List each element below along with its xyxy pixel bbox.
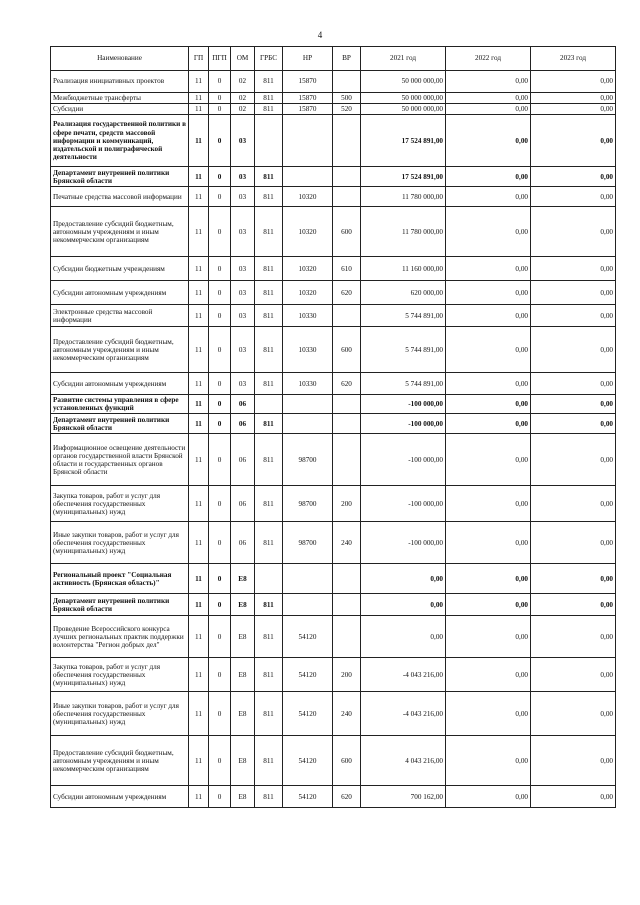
row-vr-cell — [333, 71, 361, 93]
row-nr-cell — [283, 414, 333, 434]
row-nr-cell: 54120 — [283, 616, 333, 658]
table-row — [51, 658, 616, 692]
header-grbs: ГРБС — [255, 47, 283, 71]
row-om-cell: 03 — [231, 257, 255, 281]
row-2021-cell: 5 744 891,00 — [361, 305, 446, 327]
row-vr-cell: 600 — [333, 207, 361, 257]
table-row — [51, 395, 616, 414]
row-om-cell: 03 — [231, 167, 255, 187]
row-2021-cell: 5 744 891,00 — [361, 373, 446, 395]
table-row — [51, 692, 616, 736]
row-2021-cell: -100 000,00 — [361, 414, 446, 434]
row-name-cell: Проведение Всероссийского конкурса лучших региональных практик поддержки волонтерства "Регион добрых дел" — [51, 616, 189, 658]
row-2023-cell: 0,00 — [531, 486, 616, 522]
row-gp-cell: 11 — [189, 187, 209, 207]
row-2022-cell: 0,00 — [446, 564, 531, 594]
header-vr: ВР — [333, 47, 361, 71]
row-grbs-cell: 811 — [255, 327, 283, 373]
row-vr-cell: 240 — [333, 692, 361, 736]
row-name-cell: Предоставление субсидий бюджетным, автономным учреждениям и иным некоммерческим организациям — [51, 736, 189, 786]
row-2021-cell: 4 043 216,00 — [361, 736, 446, 786]
row-2022-cell: 0,00 — [446, 167, 531, 187]
row-2023-cell: 0,00 — [531, 564, 616, 594]
row-vr-cell: 620 — [333, 281, 361, 305]
table-row — [51, 187, 616, 207]
row-name-cell: Субсидии автономным учреждениям — [51, 786, 189, 808]
row-2021-cell: 11 160 000,00 — [361, 257, 446, 281]
row-om-cell: E8 — [231, 692, 255, 736]
row-nr-cell: 10320 — [283, 207, 333, 257]
row-om-cell: 03 — [231, 305, 255, 327]
row-pgp-cell: 0 — [209, 71, 231, 93]
row-grbs-cell: 811 — [255, 658, 283, 692]
row-nr-cell — [283, 594, 333, 616]
row-vr-cell: 610 — [333, 257, 361, 281]
row-om-cell: E8 — [231, 658, 255, 692]
row-grbs-cell: 811 — [255, 522, 283, 564]
row-gp-cell: 11 — [189, 327, 209, 373]
row-om-cell: 02 — [231, 93, 255, 104]
row-pgp-cell: 0 — [209, 658, 231, 692]
row-name-cell: Департамент внутренней политики Брянской области — [51, 414, 189, 434]
row-2022-cell: 0,00 — [446, 395, 531, 414]
row-2023-cell: 0,00 — [531, 167, 616, 187]
row-2021-cell: 50 000 000,00 — [361, 93, 446, 104]
row-name-cell: Предоставление субсидий бюджетным, автономным учреждениям и иным некоммерческим организациям — [51, 207, 189, 257]
row-2023-cell: 0,00 — [531, 736, 616, 786]
row-2023-cell: 0,00 — [531, 207, 616, 257]
row-grbs-cell: 811 — [255, 187, 283, 207]
row-nr-cell: 54120 — [283, 692, 333, 736]
row-om-cell: 02 — [231, 104, 255, 115]
row-grbs-cell: 811 — [255, 786, 283, 808]
row-gp-cell: 11 — [189, 281, 209, 305]
row-grbs-cell: 811 — [255, 167, 283, 187]
row-vr-cell — [333, 167, 361, 187]
row-gp-cell: 11 — [189, 564, 209, 594]
row-pgp-cell: 0 — [209, 616, 231, 658]
row-vr-cell — [333, 594, 361, 616]
row-gp-cell: 11 — [189, 658, 209, 692]
row-2022-cell: 0,00 — [446, 93, 531, 104]
row-vr-cell — [333, 616, 361, 658]
row-2021-cell: 11 780 000,00 — [361, 187, 446, 207]
row-pgp-cell: 0 — [209, 327, 231, 373]
row-2021-cell: 0,00 — [361, 594, 446, 616]
header-pgp: ПГП — [209, 47, 231, 71]
row-om-cell: E8 — [231, 564, 255, 594]
row-nr-cell: 10320 — [283, 257, 333, 281]
row-pgp-cell: 0 — [209, 414, 231, 434]
row-nr-cell — [283, 395, 333, 414]
row-gp-cell: 11 — [189, 395, 209, 414]
row-2023-cell: 0,00 — [531, 692, 616, 736]
table-row — [51, 373, 616, 395]
row-nr-cell: 54120 — [283, 786, 333, 808]
row-gp-cell: 11 — [189, 93, 209, 104]
row-name-cell: Субсидии автономным учреждениям — [51, 373, 189, 395]
row-pgp-cell: 0 — [209, 395, 231, 414]
row-2021-cell: 50 000 000,00 — [361, 104, 446, 115]
table-row — [51, 486, 616, 522]
row-2023-cell: 0,00 — [531, 658, 616, 692]
row-2023-cell: 0,00 — [531, 104, 616, 115]
row-grbs-cell — [255, 395, 283, 414]
row-om-cell: E8 — [231, 736, 255, 786]
row-grbs-cell: 811 — [255, 434, 283, 486]
row-pgp-cell: 0 — [209, 692, 231, 736]
row-name-cell: Субсидии — [51, 104, 189, 115]
row-name-cell: Субсидии бюджетным учреждениям — [51, 257, 189, 281]
table-row — [51, 167, 616, 187]
row-vr-cell: 500 — [333, 93, 361, 104]
row-nr-cell: 15870 — [283, 93, 333, 104]
row-gp-cell: 11 — [189, 207, 209, 257]
row-vr-cell: 200 — [333, 658, 361, 692]
row-om-cell: 06 — [231, 486, 255, 522]
row-name-cell: Электронные средства массовой информации — [51, 305, 189, 327]
row-2022-cell: 0,00 — [446, 115, 531, 167]
row-grbs-cell: 811 — [255, 257, 283, 281]
table-row — [51, 71, 616, 93]
row-grbs-cell: 811 — [255, 616, 283, 658]
row-nr-cell: 10320 — [283, 187, 333, 207]
row-vr-cell: 600 — [333, 736, 361, 786]
row-2021-cell: 0,00 — [361, 616, 446, 658]
row-vr-cell: 620 — [333, 373, 361, 395]
row-gp-cell: 11 — [189, 257, 209, 281]
row-name-cell: Информационное освещение деятельности органов государственной власти Брянской области и государственных органов Брянской области — [51, 434, 189, 486]
row-2021-cell: -4 043 216,00 — [361, 658, 446, 692]
table-row — [51, 564, 616, 594]
row-2021-cell: 11 780 000,00 — [361, 207, 446, 257]
row-nr-cell: 54120 — [283, 658, 333, 692]
row-om-cell: 06 — [231, 414, 255, 434]
row-pgp-cell: 0 — [209, 305, 231, 327]
row-2023-cell: 0,00 — [531, 257, 616, 281]
row-grbs-cell: 811 — [255, 594, 283, 616]
row-2022-cell: 0,00 — [446, 305, 531, 327]
row-name-cell: Иные закупки товаров, работ и услуг для обеспечения государственных (муниципальных) нужд — [51, 522, 189, 564]
row-2023-cell: 0,00 — [531, 373, 616, 395]
row-pgp-cell: 0 — [209, 207, 231, 257]
row-grbs-cell: 811 — [255, 486, 283, 522]
row-2022-cell: 0,00 — [446, 327, 531, 373]
row-gp-cell: 11 — [189, 736, 209, 786]
row-pgp-cell: 0 — [209, 522, 231, 564]
table-header — [51, 47, 616, 71]
row-grbs-cell: 811 — [255, 736, 283, 786]
row-name-cell: Департамент внутренней политики Брянской области — [51, 167, 189, 187]
row-2021-cell: -100 000,00 — [361, 522, 446, 564]
row-2023-cell: 0,00 — [531, 93, 616, 104]
row-gp-cell: 11 — [189, 616, 209, 658]
table-row — [51, 257, 616, 281]
row-gp-cell: 11 — [189, 71, 209, 93]
row-grbs-cell: 811 — [255, 414, 283, 434]
row-om-cell: 03 — [231, 373, 255, 395]
row-om-cell: E8 — [231, 616, 255, 658]
table-row — [51, 786, 616, 808]
row-2023-cell: 0,00 — [531, 414, 616, 434]
row-2022-cell: 0,00 — [446, 434, 531, 486]
row-2023-cell: 0,00 — [531, 522, 616, 564]
row-2021-cell: 5 744 891,00 — [361, 327, 446, 373]
row-om-cell: 03 — [231, 115, 255, 167]
header-row — [51, 47, 616, 71]
row-2022-cell: 0,00 — [446, 104, 531, 115]
row-name-cell: Закупка товаров, работ и услуг для обеспечения государственных (муниципальных) нужд — [51, 658, 189, 692]
row-vr-cell: 200 — [333, 486, 361, 522]
row-nr-cell: 98700 — [283, 486, 333, 522]
row-name-cell: Предоставление субсидий бюджетным, автономным учреждениям и иным некоммерческим организациям — [51, 327, 189, 373]
table-row — [51, 115, 616, 167]
row-nr-cell: 10330 — [283, 305, 333, 327]
table-row — [51, 281, 616, 305]
row-gp-cell: 11 — [189, 414, 209, 434]
row-gp-cell: 11 — [189, 115, 209, 167]
row-2021-cell: 17 524 891,00 — [361, 115, 446, 167]
row-2023-cell: 0,00 — [531, 281, 616, 305]
row-nr-cell: 10330 — [283, 373, 333, 395]
row-2022-cell: 0,00 — [446, 658, 531, 692]
row-gp-cell: 11 — [189, 104, 209, 115]
row-2022-cell: 0,00 — [446, 207, 531, 257]
row-name-cell: Реализация инициативных проектов — [51, 71, 189, 93]
row-grbs-cell — [255, 564, 283, 594]
row-nr-cell: 54120 — [283, 736, 333, 786]
row-om-cell: 03 — [231, 327, 255, 373]
header-name: Наименование — [51, 47, 189, 71]
row-gp-cell: 11 — [189, 373, 209, 395]
row-2022-cell: 0,00 — [446, 786, 531, 808]
row-2023-cell: 0,00 — [531, 594, 616, 616]
row-nr-cell: 98700 — [283, 522, 333, 564]
row-grbs-cell: 811 — [255, 281, 283, 305]
row-2023-cell: 0,00 — [531, 786, 616, 808]
row-name-cell: Печатные средства массовой информации — [51, 187, 189, 207]
row-2023-cell: 0,00 — [531, 434, 616, 486]
row-nr-cell — [283, 115, 333, 167]
row-2022-cell: 0,00 — [446, 692, 531, 736]
row-pgp-cell: 0 — [209, 167, 231, 187]
row-2021-cell: 0,00 — [361, 564, 446, 594]
row-grbs-cell — [255, 115, 283, 167]
row-om-cell: 06 — [231, 434, 255, 486]
row-pgp-cell: 0 — [209, 594, 231, 616]
row-gp-cell: 11 — [189, 692, 209, 736]
row-pgp-cell: 0 — [209, 434, 231, 486]
row-grbs-cell: 811 — [255, 104, 283, 115]
row-pgp-cell: 0 — [209, 564, 231, 594]
row-pgp-cell: 0 — [209, 373, 231, 395]
row-grbs-cell: 811 — [255, 207, 283, 257]
row-name-cell: Региональный проект "Социальная активность (Брянская область)" — [51, 564, 189, 594]
row-vr-cell — [333, 305, 361, 327]
table-row — [51, 522, 616, 564]
row-gp-cell: 11 — [189, 594, 209, 616]
row-vr-cell: 600 — [333, 327, 361, 373]
row-vr-cell — [333, 187, 361, 207]
row-pgp-cell: 0 — [209, 187, 231, 207]
table-row — [51, 616, 616, 658]
header-2023: 2023 год — [531, 47, 616, 71]
row-vr-cell — [333, 434, 361, 486]
row-grbs-cell: 811 — [255, 93, 283, 104]
row-pgp-cell: 0 — [209, 104, 231, 115]
row-name-cell: Департамент внутренней политики Брянской области — [51, 594, 189, 616]
row-name-cell: Межбюджетные трансферты — [51, 93, 189, 104]
row-nr-cell: 98700 — [283, 434, 333, 486]
table-row — [51, 434, 616, 486]
row-nr-cell — [283, 167, 333, 187]
row-2023-cell: 0,00 — [531, 327, 616, 373]
row-om-cell: 06 — [231, 522, 255, 564]
row-2021-cell: -4 043 216,00 — [361, 692, 446, 736]
row-om-cell: 03 — [231, 281, 255, 305]
row-2021-cell: 620 000,00 — [361, 281, 446, 305]
row-vr-cell: 620 — [333, 786, 361, 808]
row-vr-cell — [333, 564, 361, 594]
row-2021-cell: -100 000,00 — [361, 486, 446, 522]
row-pgp-cell: 0 — [209, 786, 231, 808]
row-2021-cell: -100 000,00 — [361, 395, 446, 414]
table-body — [51, 71, 616, 808]
row-nr-cell: 10320 — [283, 281, 333, 305]
row-grbs-cell: 811 — [255, 71, 283, 93]
row-2022-cell: 0,00 — [446, 486, 531, 522]
row-name-cell: Развитие системы управления в сфере установленных функций — [51, 395, 189, 414]
table-row — [51, 736, 616, 786]
row-nr-cell — [283, 564, 333, 594]
row-pgp-cell: 0 — [209, 486, 231, 522]
row-pgp-cell: 0 — [209, 257, 231, 281]
table-row — [51, 327, 616, 373]
row-2021-cell: 700 162,00 — [361, 786, 446, 808]
budget-table — [50, 46, 616, 808]
row-gp-cell: 11 — [189, 434, 209, 486]
row-2022-cell: 0,00 — [446, 373, 531, 395]
row-2022-cell: 0,00 — [446, 736, 531, 786]
row-vr-cell — [333, 115, 361, 167]
row-gp-cell: 11 — [189, 786, 209, 808]
row-gp-cell: 11 — [189, 522, 209, 564]
table-row — [51, 207, 616, 257]
row-2022-cell: 0,00 — [446, 522, 531, 564]
row-2022-cell: 0,00 — [446, 257, 531, 281]
row-pgp-cell: 0 — [209, 115, 231, 167]
page-number: 4 — [317, 30, 323, 40]
row-pgp-cell: 0 — [209, 736, 231, 786]
header-nr: НР — [283, 47, 333, 71]
row-2022-cell: 0,00 — [446, 594, 531, 616]
row-gp-cell: 11 — [189, 486, 209, 522]
row-gp-cell: 11 — [189, 305, 209, 327]
row-nr-cell: 10330 — [283, 327, 333, 373]
row-2023-cell: 0,00 — [531, 395, 616, 414]
row-2022-cell: 0,00 — [446, 71, 531, 93]
row-om-cell: 03 — [231, 207, 255, 257]
row-om-cell: 03 — [231, 187, 255, 207]
row-om-cell: 06 — [231, 395, 255, 414]
row-name-cell: Иные закупки товаров, работ и услуг для обеспечения государственных (муниципальных) нужд — [51, 692, 189, 736]
row-2023-cell: 0,00 — [531, 71, 616, 93]
header-om: ОМ — [231, 47, 255, 71]
row-2021-cell: 17 524 891,00 — [361, 167, 446, 187]
row-2022-cell: 0,00 — [446, 414, 531, 434]
table-row — [51, 305, 616, 327]
table-row — [51, 414, 616, 434]
row-grbs-cell: 811 — [255, 373, 283, 395]
row-2023-cell: 0,00 — [531, 616, 616, 658]
row-2023-cell: 0,00 — [531, 187, 616, 207]
row-vr-cell: 240 — [333, 522, 361, 564]
header-2021: 2021 год — [361, 47, 446, 71]
row-vr-cell — [333, 395, 361, 414]
row-nr-cell: 15870 — [283, 104, 333, 115]
row-pgp-cell: 0 — [209, 93, 231, 104]
row-2023-cell: 0,00 — [531, 115, 616, 167]
row-gp-cell: 11 — [189, 167, 209, 187]
row-vr-cell: 520 — [333, 104, 361, 115]
row-nr-cell: 15870 — [283, 71, 333, 93]
row-2022-cell: 0,00 — [446, 187, 531, 207]
table-row — [51, 104, 616, 115]
table-row — [51, 594, 616, 616]
row-2021-cell: -100 000,00 — [361, 434, 446, 486]
table-row — [51, 93, 616, 104]
header-2022: 2022 год — [446, 47, 531, 71]
row-name-cell: Реализация государственной политики в сфере печати, средств массовой информации и коммуникаций, издательской и полиграфической деятельности — [51, 115, 189, 167]
row-2023-cell: 0,00 — [531, 305, 616, 327]
row-grbs-cell: 811 — [255, 305, 283, 327]
header-gp: ГП — [189, 47, 209, 71]
row-name-cell: Субсидии автономным учреждениям — [51, 281, 189, 305]
row-om-cell: E8 — [231, 594, 255, 616]
row-vr-cell — [333, 414, 361, 434]
row-om-cell: E8 — [231, 786, 255, 808]
row-name-cell: Закупка товаров, работ и услуг для обеспечения государственных (муниципальных) нужд — [51, 486, 189, 522]
row-2022-cell: 0,00 — [446, 616, 531, 658]
row-2022-cell: 0,00 — [446, 281, 531, 305]
row-2021-cell: 50 000 000,00 — [361, 71, 446, 93]
row-pgp-cell: 0 — [209, 281, 231, 305]
row-grbs-cell: 811 — [255, 692, 283, 736]
row-om-cell: 02 — [231, 71, 255, 93]
